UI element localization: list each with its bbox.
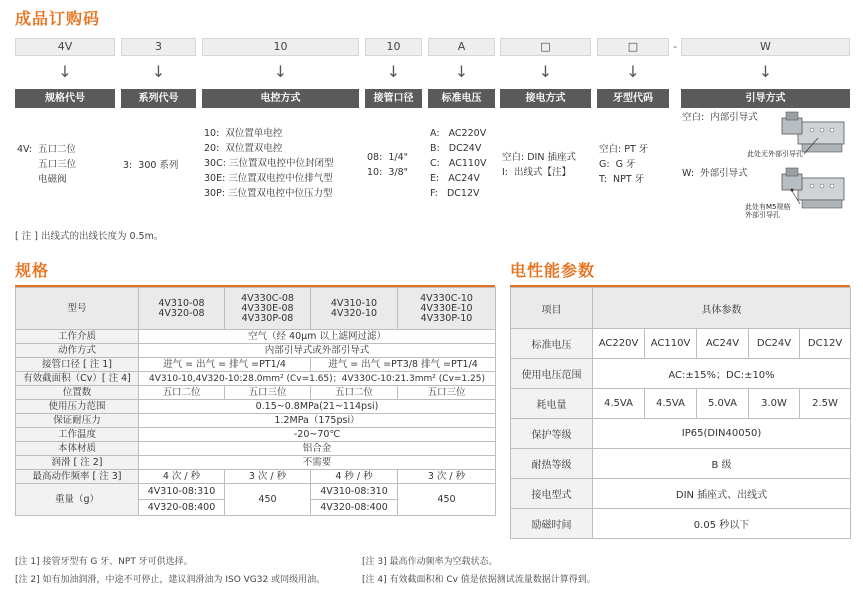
row-label: 保证耐压力 xyxy=(16,414,139,428)
header-series-code: 系列代号 xyxy=(121,89,196,108)
row-value: 1.2MPa（175psi） xyxy=(139,414,496,428)
row-cell: 五口二位 xyxy=(311,386,398,400)
power-cell: 4.5VA xyxy=(593,389,645,419)
protect-value: IP65(DIN40050) xyxy=(593,419,851,449)
row-label: 位置数 xyxy=(16,386,139,400)
spec-note-4: [注 4] 有效截面积和 Cv 值是依据测试流量数据计算得到。 xyxy=(362,575,596,585)
arrow-down-icon: ↓ xyxy=(386,62,401,81)
row-label: 最高动作频率 [ 注 3] xyxy=(16,470,139,484)
row-cell: 五口三位 xyxy=(398,386,496,400)
row-cell: 五口三位 xyxy=(225,386,311,400)
wiring-type-label: 接电型式 xyxy=(511,479,593,509)
voltage-cell: AC24V xyxy=(697,329,749,359)
series-options: 3: 300 系列 xyxy=(123,160,179,171)
header-port-size: 接管口径 xyxy=(365,89,422,108)
arrow-down-icon: ↓ xyxy=(454,62,469,81)
elec-col-item: 项目 xyxy=(511,288,593,329)
row-label: 润滑 [ 注 2] xyxy=(16,456,139,470)
header-wiring: 接电方式 xyxy=(500,89,591,108)
power-cell: 5.0VA xyxy=(697,389,749,419)
code-dash: - xyxy=(673,40,677,53)
row-value: 进气 = 出气 =PT3/8 排气 =PT1/4 xyxy=(311,358,496,372)
code-voltage: A xyxy=(428,38,495,56)
heat-label: 耐热等级 xyxy=(511,449,593,479)
code-control: 10 xyxy=(202,38,359,56)
row-cell: 3 次 / 秒 xyxy=(398,470,496,484)
spec-code-options: 4V: 五口二位 五口三位 电磁阀 xyxy=(17,144,77,185)
arrow-down-icon: ↓ xyxy=(58,62,72,81)
row-label: 工作温度 xyxy=(16,428,139,442)
heat-value: B 级 xyxy=(593,449,851,479)
row-cell: 4 次 / 秒 xyxy=(139,470,225,484)
row-cell: 五口二位 xyxy=(139,386,225,400)
voltage-cell: DC12V xyxy=(800,329,851,359)
voltage-label: 标准电压 xyxy=(511,329,593,359)
row-label: 工作介质 xyxy=(16,330,139,344)
spec-note-1: [注 1] 接管牙型有 G 牙、NPT 牙可供选择。 xyxy=(15,557,193,567)
thread-options: 空白: PT 牙 G: G 牙 T: NPT 牙 xyxy=(599,144,649,185)
row-value: 不需要 xyxy=(139,456,496,470)
weight-cell: 450 xyxy=(225,484,311,516)
wiring-type-value: DIN 插座式、出线式 xyxy=(593,479,851,509)
order-note: [ 注 ] 出线式的出线长度为 0.5m。 xyxy=(15,231,164,242)
weight-cell: 4V320-08:400 xyxy=(311,500,398,516)
row-value: 空气（经 40μm 以上滤网过滤） xyxy=(139,330,496,344)
code-series: 3 xyxy=(121,38,196,56)
row-value: -20~70℃ xyxy=(139,428,496,442)
power-cell: 4.5VA xyxy=(645,389,697,419)
model-col-4: 4V330C-10 4V330E-10 4V330P-10 xyxy=(398,288,496,330)
spec-note-2: [注 2] 如有加油润滑，中途不可停止，建议润滑油为 ISO VG32 或同级用油。 xyxy=(15,575,326,585)
pilot-external: W: 外部引导式 xyxy=(682,168,748,179)
arrow-down-icon: ↓ xyxy=(273,62,288,81)
spec-note-3: [注 3] 最高作动频率为空载状态。 xyxy=(362,557,498,567)
arrow-down-icon: ↓ xyxy=(626,62,640,81)
row-label: 本体材质 xyxy=(16,442,139,456)
spec-table xyxy=(15,287,496,516)
row-value: 铝合金 xyxy=(139,442,496,456)
weight-label: 重量（g） xyxy=(16,484,139,516)
row-label: 动作方式 xyxy=(16,344,139,358)
power-label: 耗电量 xyxy=(511,389,593,419)
model-col-2: 4V330C-08 4V330E-08 4V330P-08 xyxy=(225,288,311,330)
code-spec: 4V xyxy=(15,38,115,56)
row-value: 进气 = 出气 = 排气 =PT1/4 xyxy=(139,358,311,372)
header-control-mode: 电控方式 xyxy=(202,89,359,108)
voltage-cell: AC110V xyxy=(645,329,697,359)
model-label: 型号 xyxy=(16,288,139,330)
diagram-label-no-port: 此处无外部引导孔 xyxy=(747,150,803,158)
header-voltage: 标准电压 xyxy=(428,89,495,108)
code-thread: □ xyxy=(597,38,669,56)
header-pilot: 引导方式 xyxy=(681,89,850,108)
elec-table xyxy=(510,287,851,539)
row-value: 0.15~0.8MPa(21~114psi) xyxy=(139,400,496,414)
row-value: 4V310-10,4V320-10:28.0mm² (Cv=1.65)；4V330C-10:21.3mm² (Cv=1.25) xyxy=(139,372,496,386)
power-cell: 3.0W xyxy=(749,389,800,419)
range-label: 使用电压范围 xyxy=(511,359,593,389)
row-cell: 4 秒 / 秒 xyxy=(311,470,398,484)
arrow-down-icon: ↓ xyxy=(758,62,773,81)
header-spec-code: 规格代号 xyxy=(15,89,115,108)
protect-label: 保护等级 xyxy=(511,419,593,449)
range-value: AC:±15%；DC:±10% xyxy=(593,359,851,389)
control-options: 10: 双位置单电控 20: 双位置双电控 30C: 三位置双电控中位封闭型 30E: 三位置双电控中位排气型 30P: 三位置双电控中位压力型 xyxy=(204,128,334,199)
row-label: 有效截面积（Cv）[ 注 4] xyxy=(16,372,139,386)
diagram-label-m5-port: 此处有M5规格 外部引导孔 xyxy=(745,203,791,219)
wiring-options: 空白: DIN 插座式 I: 出线式【注】 xyxy=(502,152,576,178)
elec-title: 电性能参数 xyxy=(510,261,596,280)
row-value: 内部引导式或外部引导式 xyxy=(139,344,496,358)
power-cell: 2.5W xyxy=(800,389,851,419)
code-wiring: □ xyxy=(500,38,591,56)
weight-cell: 4V310-08:310 xyxy=(139,484,225,500)
port-options: 08: 1/4" 10: 3/8" xyxy=(367,152,408,178)
row-cell: 3 次 / 秒 xyxy=(225,470,311,484)
row-label: 使用压力范围 xyxy=(16,400,139,414)
voltage-options: A: AC220V B: DC24V C: AC110V E: AC24V F: DC12V xyxy=(430,128,487,199)
excite-label: 励磁时间 xyxy=(511,509,593,539)
row-label: 接管口径 [ 注 1] xyxy=(16,358,139,372)
header-thread: 牙型代码 xyxy=(597,89,669,108)
code-pilot: W xyxy=(681,38,850,56)
weight-cell: 450 xyxy=(398,484,496,516)
pilot-internal: 空白: 内部引导式 xyxy=(682,112,758,123)
arrow-down-icon: ↓ xyxy=(538,62,553,81)
spec-title: 规格 xyxy=(15,261,50,280)
arrow-down-icon: ↓ xyxy=(151,62,166,81)
model-col-3: 4V310-10 4V320-10 xyxy=(311,288,398,330)
elec-col-params: 具体参数 xyxy=(593,288,851,329)
excite-value: 0.05 秒以下 xyxy=(593,509,851,539)
voltage-cell: DC24V xyxy=(749,329,800,359)
order-title: 成品订购码 xyxy=(15,9,101,28)
weight-cell: 4V310-08:310 xyxy=(311,484,398,500)
model-col-1: 4V310-08 4V320-08 xyxy=(139,288,225,330)
voltage-cell: AC220V xyxy=(593,329,645,359)
code-port: 10 xyxy=(365,38,422,56)
weight-cell: 4V320-08:400 xyxy=(139,500,225,516)
